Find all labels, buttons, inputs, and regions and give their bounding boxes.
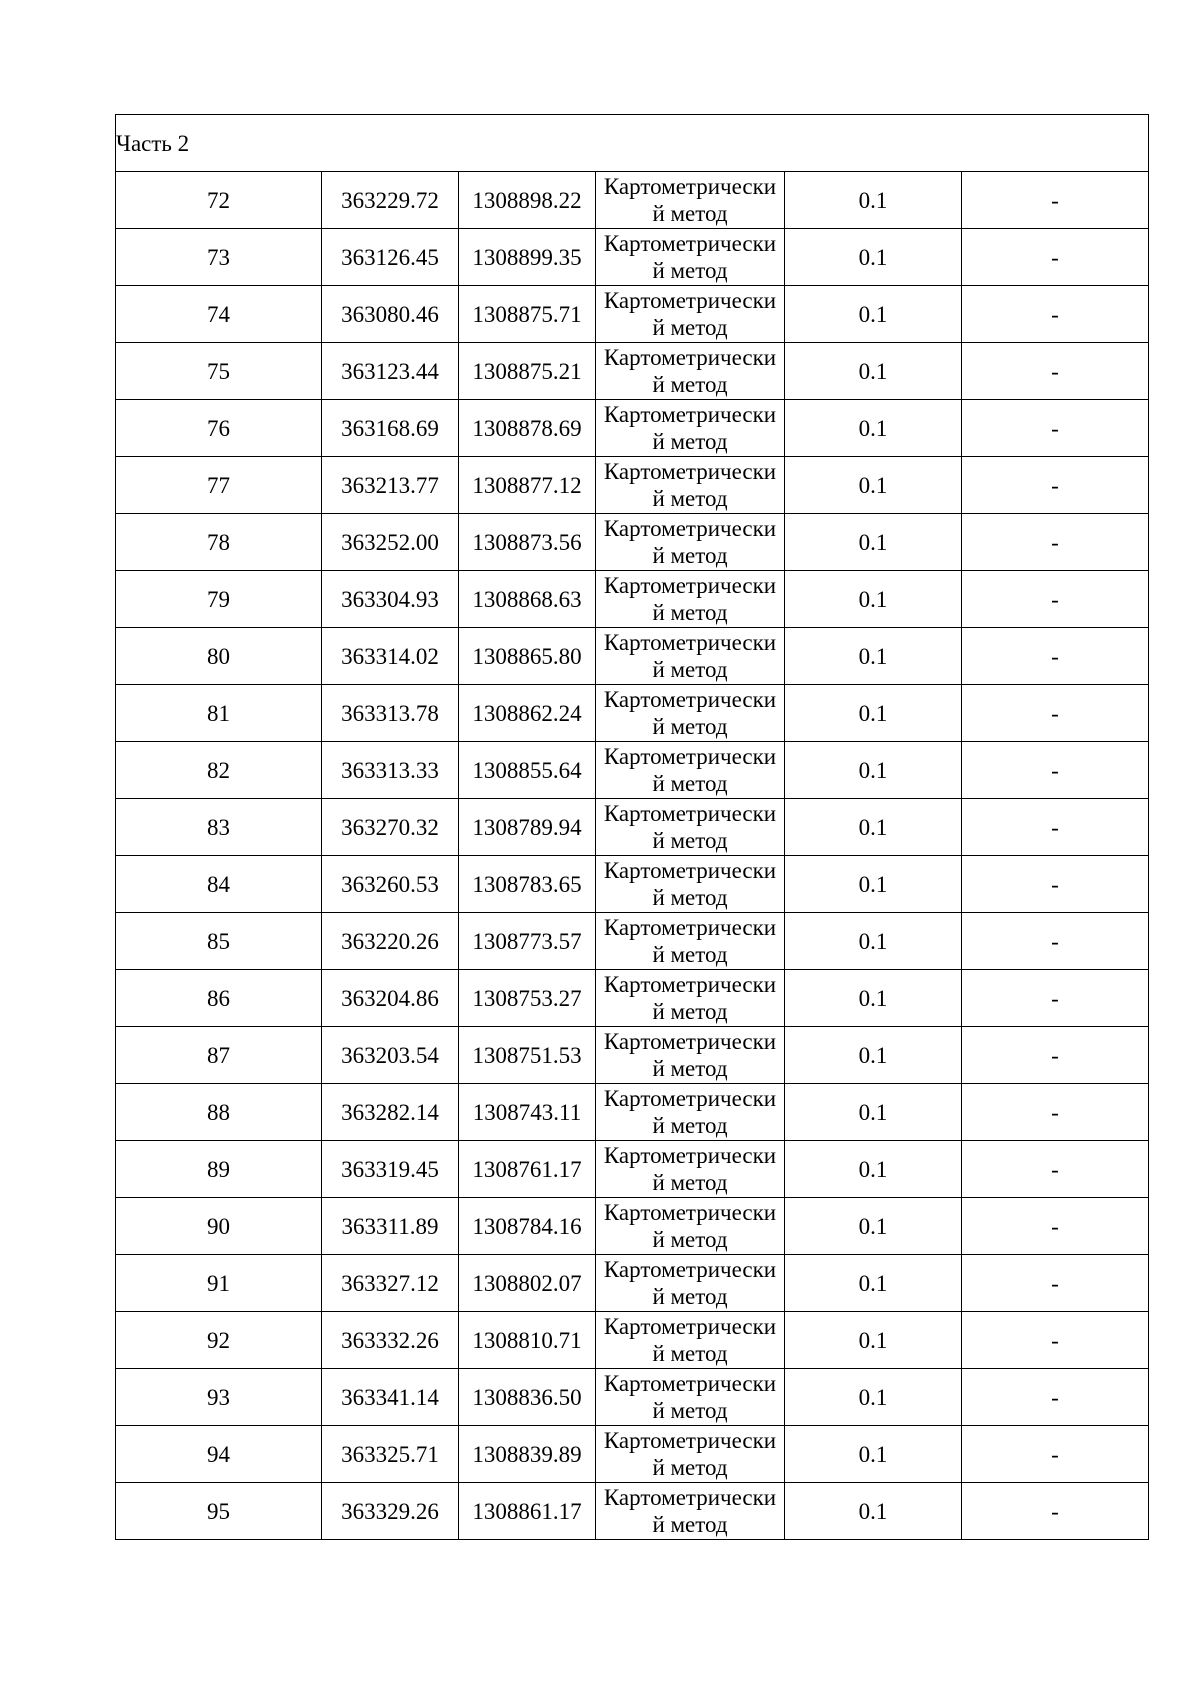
- table-row: [116, 229, 1149, 286]
- note-cell: -: [962, 1255, 1149, 1312]
- note-cell: -: [962, 856, 1149, 913]
- note-cell: -: [962, 343, 1149, 400]
- y-coordinate-cell: 1308836.50: [459, 1369, 596, 1426]
- point-number-cell: 91: [116, 1255, 322, 1312]
- point-number-cell: 77: [116, 457, 322, 514]
- note-cell: -: [962, 172, 1149, 229]
- point-number-cell: 74: [116, 286, 322, 343]
- x-coordinate-cell: 363204.86: [322, 970, 459, 1027]
- y-coordinate-cell: 1308761.17: [459, 1141, 596, 1198]
- note-cell: -: [962, 514, 1149, 571]
- table-row: [116, 742, 1149, 799]
- note-cell: -: [962, 571, 1149, 628]
- note-cell: -: [962, 229, 1149, 286]
- point-number-cell: 93: [116, 1369, 322, 1426]
- table-row: [116, 685, 1149, 742]
- x-coordinate-cell: 363220.26: [322, 913, 459, 970]
- table-row: [116, 1426, 1149, 1483]
- method-cell: Картометрически й метод: [596, 1255, 785, 1312]
- note-cell: -: [962, 1027, 1149, 1084]
- table-row: [116, 856, 1149, 913]
- note-cell: -: [962, 1198, 1149, 1255]
- y-coordinate-cell: 1308878.69: [459, 400, 596, 457]
- note-cell: -: [962, 400, 1149, 457]
- table-row: [116, 400, 1149, 457]
- point-number-cell: 83: [116, 799, 322, 856]
- y-coordinate-cell: 1308875.21: [459, 343, 596, 400]
- method-cell: Картометрически й метод: [596, 685, 785, 742]
- note-cell: -: [962, 1369, 1149, 1426]
- y-coordinate-cell: 1308877.12: [459, 457, 596, 514]
- table-row: [116, 286, 1149, 343]
- table-row: [116, 343, 1149, 400]
- y-coordinate-cell: 1308784.16: [459, 1198, 596, 1255]
- note-cell: -: [962, 742, 1149, 799]
- method-cell: Картометрически й метод: [596, 742, 785, 799]
- table-row: [116, 1027, 1149, 1084]
- table-row: [116, 1141, 1149, 1198]
- table-row: [116, 457, 1149, 514]
- x-coordinate-cell: 363319.45: [322, 1141, 459, 1198]
- x-coordinate-cell: 363270.32: [322, 799, 459, 856]
- method-cell: Картометрически й метод: [596, 856, 785, 913]
- method-cell: Картометрически й метод: [596, 628, 785, 685]
- method-cell: Картометрически й метод: [596, 1483, 785, 1540]
- x-coordinate-cell: 363123.44: [322, 343, 459, 400]
- method-cell: Картометрически й метод: [596, 1141, 785, 1198]
- note-cell: -: [962, 685, 1149, 742]
- x-coordinate-cell: 363327.12: [322, 1255, 459, 1312]
- note-cell: -: [962, 1141, 1149, 1198]
- method-cell: Картометрически й метод: [596, 343, 785, 400]
- point-number-cell: 78: [116, 514, 322, 571]
- y-coordinate-cell: 1308839.89: [459, 1426, 596, 1483]
- accuracy-cell: 0.1: [785, 1369, 962, 1426]
- note-cell: -: [962, 457, 1149, 514]
- note-cell: -: [962, 1426, 1149, 1483]
- y-coordinate-cell: 1308861.17: [459, 1483, 596, 1540]
- x-coordinate-cell: 363329.26: [322, 1483, 459, 1540]
- table-row: [116, 1483, 1149, 1540]
- accuracy-cell: 0.1: [785, 400, 962, 457]
- table-row: [116, 628, 1149, 685]
- x-coordinate-cell: 363203.54: [322, 1027, 459, 1084]
- method-cell: Картометрически й метод: [596, 1426, 785, 1483]
- point-number-cell: 72: [116, 172, 322, 229]
- table-row: [116, 799, 1149, 856]
- x-coordinate-cell: 363313.78: [322, 685, 459, 742]
- method-cell: Картометрически й метод: [596, 1312, 785, 1369]
- coordinates-table: [115, 114, 1149, 1540]
- table-row: [116, 1369, 1149, 1426]
- table-row: [116, 970, 1149, 1027]
- x-coordinate-cell: 363304.93: [322, 571, 459, 628]
- note-cell: -: [962, 970, 1149, 1027]
- y-coordinate-cell: 1308789.94: [459, 799, 596, 856]
- note-cell: -: [962, 1312, 1149, 1369]
- method-cell: Картометрически й метод: [596, 571, 785, 628]
- method-cell: Картометрически й метод: [596, 913, 785, 970]
- note-cell: -: [962, 1084, 1149, 1141]
- y-coordinate-cell: 1308873.56: [459, 514, 596, 571]
- point-number-cell: 95: [116, 1483, 322, 1540]
- section-header-row: [116, 115, 1149, 172]
- y-coordinate-cell: 1308862.24: [459, 685, 596, 742]
- note-cell: -: [962, 799, 1149, 856]
- accuracy-cell: 0.1: [785, 172, 962, 229]
- y-coordinate-cell: 1308743.11: [459, 1084, 596, 1141]
- accuracy-cell: 0.1: [785, 628, 962, 685]
- x-coordinate-cell: 363332.26: [322, 1312, 459, 1369]
- method-cell: Картометрически й метод: [596, 400, 785, 457]
- accuracy-cell: 0.1: [785, 1027, 962, 1084]
- accuracy-cell: 0.1: [785, 229, 962, 286]
- accuracy-cell: 0.1: [785, 970, 962, 1027]
- x-coordinate-cell: 363313.33: [322, 742, 459, 799]
- accuracy-cell: 0.1: [785, 1141, 962, 1198]
- accuracy-cell: 0.1: [785, 685, 962, 742]
- accuracy-cell: 0.1: [785, 457, 962, 514]
- x-coordinate-cell: 363341.14: [322, 1369, 459, 1426]
- x-coordinate-cell: 363213.77: [322, 457, 459, 514]
- method-cell: Картометрически й метод: [596, 172, 785, 229]
- table-row: [116, 1084, 1149, 1141]
- point-number-cell: 87: [116, 1027, 322, 1084]
- method-cell: Картометрически й метод: [596, 514, 785, 571]
- y-coordinate-cell: 1308868.63: [459, 571, 596, 628]
- y-coordinate-cell: 1308865.80: [459, 628, 596, 685]
- table-row: [116, 913, 1149, 970]
- x-coordinate-cell: 363126.45: [322, 229, 459, 286]
- y-coordinate-cell: 1308802.07: [459, 1255, 596, 1312]
- accuracy-cell: 0.1: [785, 799, 962, 856]
- method-cell: Картометрически й метод: [596, 1198, 785, 1255]
- table-body: [116, 115, 1149, 1540]
- accuracy-cell: 0.1: [785, 1426, 962, 1483]
- accuracy-cell: 0.1: [785, 1483, 962, 1540]
- method-cell: Картометрически й метод: [596, 799, 785, 856]
- y-coordinate-cell: 1308875.71: [459, 286, 596, 343]
- point-number-cell: 89: [116, 1141, 322, 1198]
- method-cell: Картометрически й метод: [596, 1084, 785, 1141]
- table-row: [116, 571, 1149, 628]
- x-coordinate-cell: 363168.69: [322, 400, 459, 457]
- accuracy-cell: 0.1: [785, 1255, 962, 1312]
- point-number-cell: 73: [116, 229, 322, 286]
- point-number-cell: 94: [116, 1426, 322, 1483]
- accuracy-cell: 0.1: [785, 742, 962, 799]
- accuracy-cell: 0.1: [785, 571, 962, 628]
- x-coordinate-cell: 363229.72: [322, 172, 459, 229]
- table-row: [116, 172, 1149, 229]
- method-cell: Картометрически й метод: [596, 1027, 785, 1084]
- method-cell: Картометрически й метод: [596, 229, 785, 286]
- table-row: [116, 1312, 1149, 1369]
- table-row: [116, 514, 1149, 571]
- note-cell: -: [962, 1483, 1149, 1540]
- point-number-cell: 80: [116, 628, 322, 685]
- accuracy-cell: 0.1: [785, 1084, 962, 1141]
- accuracy-cell: 0.1: [785, 514, 962, 571]
- point-number-cell: 76: [116, 400, 322, 457]
- y-coordinate-cell: 1308899.35: [459, 229, 596, 286]
- method-cell: Картометрически й метод: [596, 970, 785, 1027]
- x-coordinate-cell: 363252.00: [322, 514, 459, 571]
- y-coordinate-cell: 1308810.71: [459, 1312, 596, 1369]
- note-cell: -: [962, 286, 1149, 343]
- method-cell: Картометрически й метод: [596, 1369, 785, 1426]
- point-number-cell: 92: [116, 1312, 322, 1369]
- y-coordinate-cell: 1308855.64: [459, 742, 596, 799]
- section-title: Часть 2: [116, 115, 1149, 172]
- method-cell: Картометрически й метод: [596, 457, 785, 514]
- x-coordinate-cell: 363311.89: [322, 1198, 459, 1255]
- y-coordinate-cell: 1308773.57: [459, 913, 596, 970]
- accuracy-cell: 0.1: [785, 913, 962, 970]
- point-number-cell: 85: [116, 913, 322, 970]
- y-coordinate-cell: 1308751.53: [459, 1027, 596, 1084]
- point-number-cell: 79: [116, 571, 322, 628]
- accuracy-cell: 0.1: [785, 1198, 962, 1255]
- accuracy-cell: 0.1: [785, 343, 962, 400]
- y-coordinate-cell: 1308783.65: [459, 856, 596, 913]
- table-row: [116, 1255, 1149, 1312]
- y-coordinate-cell: 1308753.27: [459, 970, 596, 1027]
- x-coordinate-cell: 363282.14: [322, 1084, 459, 1141]
- accuracy-cell: 0.1: [785, 286, 962, 343]
- point-number-cell: 81: [116, 685, 322, 742]
- point-number-cell: 90: [116, 1198, 322, 1255]
- point-number-cell: 84: [116, 856, 322, 913]
- method-cell: Картометрически й метод: [596, 286, 785, 343]
- y-coordinate-cell: 1308898.22: [459, 172, 596, 229]
- accuracy-cell: 0.1: [785, 1312, 962, 1369]
- x-coordinate-cell: 363314.02: [322, 628, 459, 685]
- point-number-cell: 88: [116, 1084, 322, 1141]
- note-cell: -: [962, 628, 1149, 685]
- note-cell: -: [962, 913, 1149, 970]
- accuracy-cell: 0.1: [785, 856, 962, 913]
- point-number-cell: 86: [116, 970, 322, 1027]
- table-row: [116, 1198, 1149, 1255]
- point-number-cell: 75: [116, 343, 322, 400]
- x-coordinate-cell: 363325.71: [322, 1426, 459, 1483]
- x-coordinate-cell: 363080.46: [322, 286, 459, 343]
- x-coordinate-cell: 363260.53: [322, 856, 459, 913]
- point-number-cell: 82: [116, 742, 322, 799]
